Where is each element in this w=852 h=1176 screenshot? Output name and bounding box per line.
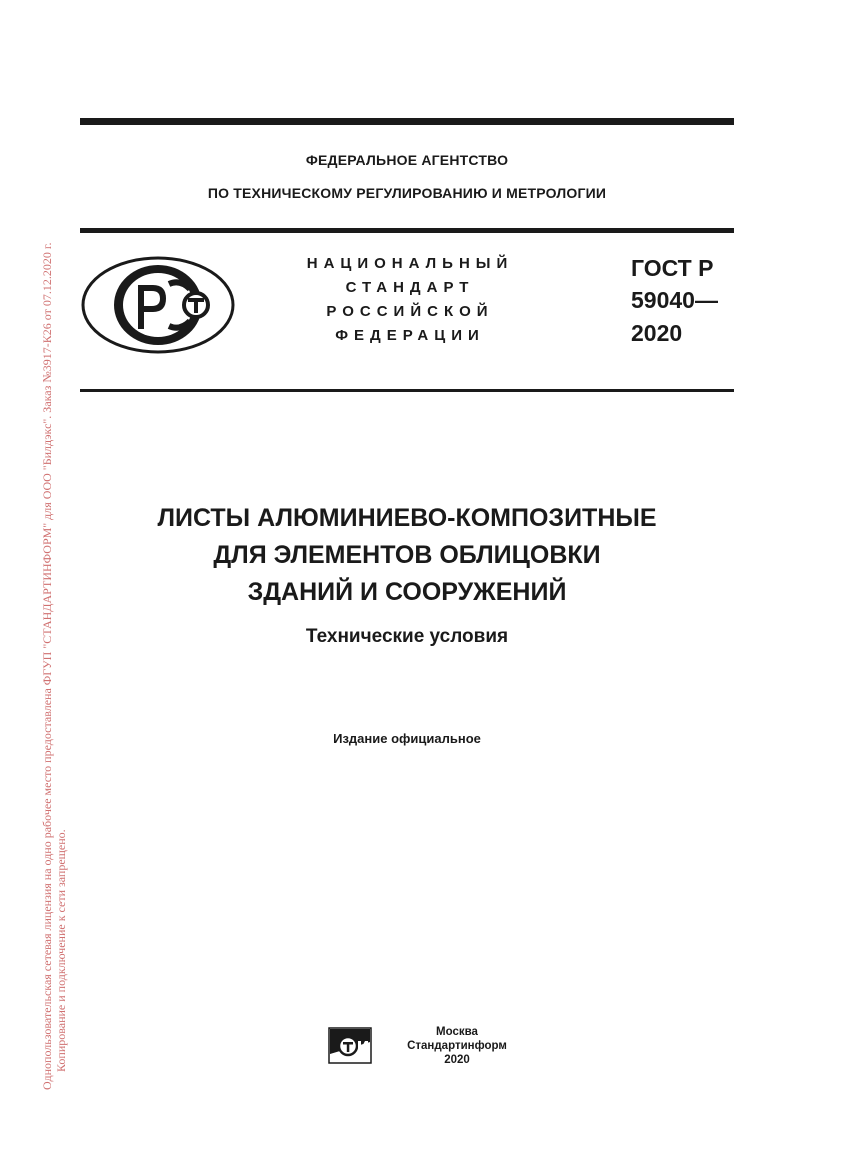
- top-rule: [80, 118, 734, 125]
- edition-label: Издание официальное: [333, 731, 481, 746]
- standartinform-logo-icon: [328, 1024, 374, 1064]
- middle-rule: [80, 228, 734, 233]
- gost-number: 59040—: [631, 287, 718, 313]
- national-line-2: СТАНДАРТ: [345, 279, 475, 296]
- gost-year: 2020: [631, 320, 683, 346]
- license-watermark-text: [40, 140, 68, 1090]
- rst-certification-logo-icon: [80, 255, 236, 355]
- publisher-year: 2020: [444, 1054, 470, 1066]
- national-line-1: НАЦИОНАЛЬНЫЙ: [306, 255, 514, 272]
- publisher-name: Стандартинформ: [407, 1040, 507, 1052]
- license-watermark: [40, 140, 72, 1090]
- document-title-line3: ЗДАНИЙ И СООРУЖЕНИЙ: [247, 578, 567, 606]
- national-line-3: РОССИЙСКОЙ: [326, 303, 494, 320]
- document-title-line2: ДЛЯ ЭЛЕМЕНТОВ ОБЛИЦОВКИ: [213, 541, 601, 569]
- document-title-line1: ЛИСТЫ АЛЮМИНИЕВО-КОМПОЗИТНЫЕ: [157, 504, 657, 532]
- agency-name-line1: ФЕДЕРАЛЬНОЕ АГЕНТСТВО: [305, 152, 509, 168]
- agency-name-line2: ПО ТЕХНИЧЕСКОМУ РЕГУЛИРОВАНИЮ И МЕТРОЛОГИИ: [207, 185, 607, 201]
- publisher-city: Москва: [436, 1026, 478, 1038]
- license-watermark-line1: Однопользовательская сетевая лицензия на одно рабочее место предоставлена ФГУП "СТАНДАРТИНФОРМ" для ООО "Билдэкс". Заказ №3917-К26 от 07.12.2020 г.: [40, 242, 54, 1090]
- gost-designation: ГОСТ Р: [631, 255, 714, 281]
- national-line-4: ФЕДЕРАЦИИ: [335, 327, 485, 344]
- document-subtitle: Технические условия: [305, 626, 509, 647]
- license-watermark-line2: Копирование и подключение к сети запрещено.: [54, 829, 68, 1072]
- bottom-rule: [80, 389, 734, 392]
